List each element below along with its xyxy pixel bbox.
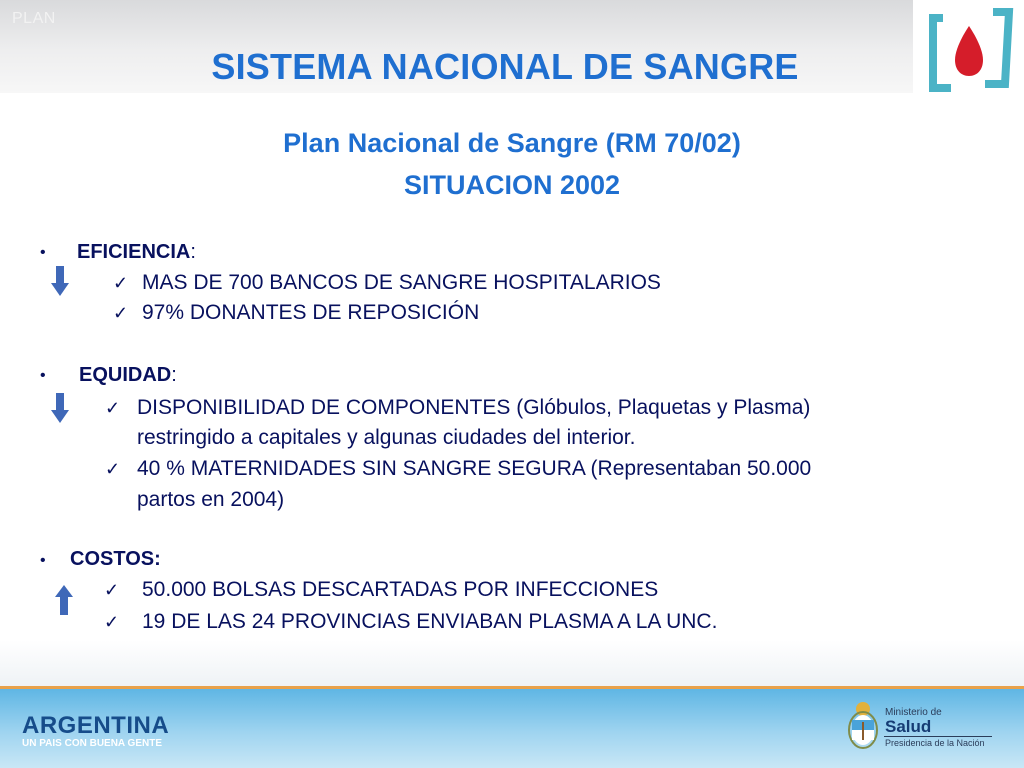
checkmark-icon: ✓ xyxy=(105,459,121,479)
section-heading-eficiencia: EFICIENCIA: xyxy=(77,241,196,263)
section-heading-equidad: EQUIDAD: xyxy=(79,364,177,386)
arrow-down-icon xyxy=(50,265,70,302)
checkmark-icon: ✓ xyxy=(113,273,129,293)
list-item: 97% DONANTES DE REPOSICIÓN xyxy=(142,301,480,324)
checkmark-icon: ✓ xyxy=(104,580,120,600)
bullet-icon: • xyxy=(40,367,46,384)
bullet-icon: • xyxy=(40,244,46,261)
list-item-continuation: restringido a capitales y algunas ciudades del interior. xyxy=(137,426,636,449)
ministry-prefix: Ministerio de xyxy=(885,707,942,718)
bottom-gradient xyxy=(0,640,1024,688)
list-item: 50.000 BOLSAS DESCARTADAS POR INFECCIONES xyxy=(142,578,659,601)
checkmark-icon: ✓ xyxy=(113,303,129,323)
checkmark-icon: ✓ xyxy=(105,398,121,418)
ministry-divider xyxy=(884,736,992,737)
list-item: 40 % MATERNIDADES SIN SANGRE SEGURA (Representaban 50.000 xyxy=(137,457,812,480)
subtitle-line-2: SITUACION 2002 xyxy=(403,170,621,200)
list-item: DISPONIBILIDAD DE COMPONENTES (Glóbulos, Plaquetas y Plasma) xyxy=(137,396,811,419)
footer-brand: ARGENTINA xyxy=(22,712,170,739)
bullet-icon: • xyxy=(40,552,46,569)
ministry-name: Salud xyxy=(885,717,932,736)
coat-of-arms-icon xyxy=(846,700,880,761)
list-item: 19 DE LAS 24 PROVINCIAS ENVIABAN PLASMA A LA UNC. xyxy=(142,610,718,633)
footer-tagline: UN PAIS CON BUENA GENTE xyxy=(22,738,163,749)
checkmark-icon: ✓ xyxy=(104,612,120,632)
list-item: MAS DE 700 BANCOS DE SANGRE HOSPITALARIOS xyxy=(142,271,661,294)
page-title: SISTEMA NACIONAL DE SANGRE xyxy=(211,46,799,87)
ministry-subtitle: Presidencia de la Nación xyxy=(885,738,985,748)
arrow-up-icon xyxy=(54,584,74,621)
section-heading-costos: COSTOS: xyxy=(70,548,161,570)
blood-drop-logo-icon xyxy=(913,0,1024,102)
list-item-continuation: partos en 2004) xyxy=(137,488,285,511)
arrow-down-icon xyxy=(50,392,70,429)
logo xyxy=(913,0,1024,102)
header-tag: PLAN xyxy=(12,10,56,27)
subtitle-line-1: Plan Nacional de Sangre (RM 70/02) xyxy=(283,128,741,158)
